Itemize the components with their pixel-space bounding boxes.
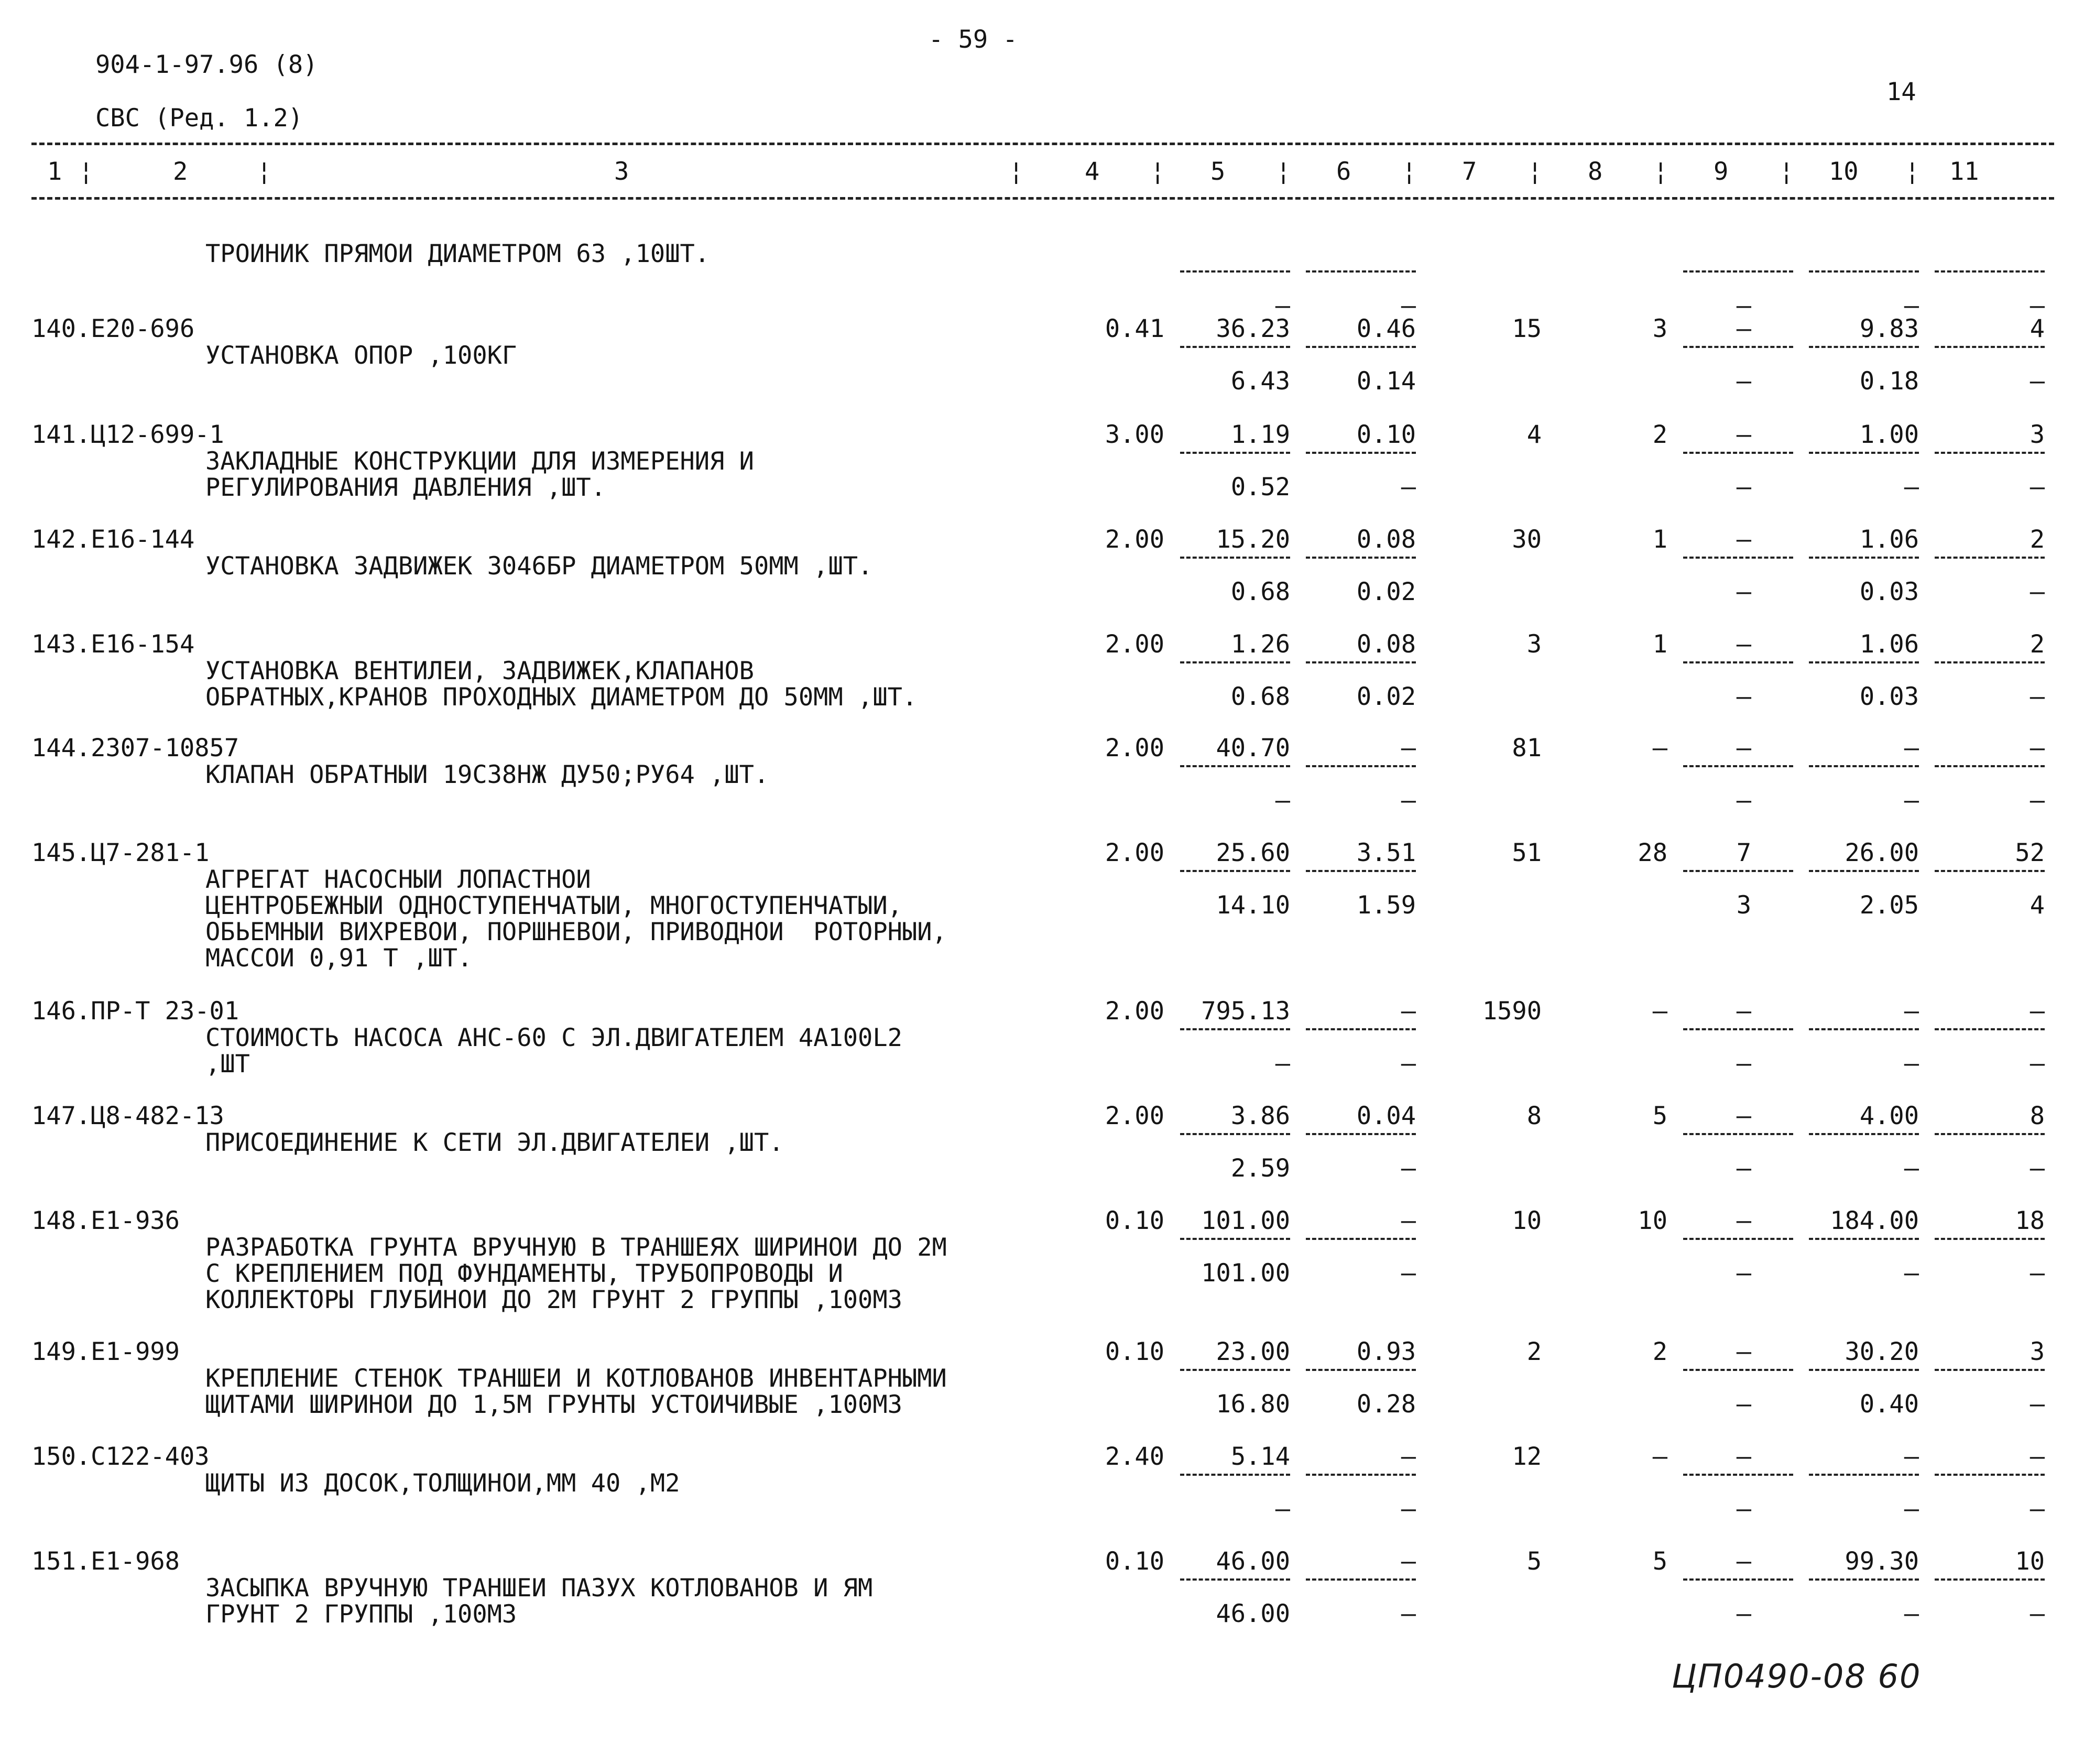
- value-c4: 2.40: [1105, 1442, 1164, 1471]
- value-c5-lower: –: [1275, 291, 1290, 320]
- value-c6-lower: –: [1401, 1495, 1416, 1523]
- value-c5-lower: 14.10: [1216, 891, 1290, 920]
- value-c11: 52: [2015, 839, 2045, 867]
- value-c6: –: [1401, 1206, 1416, 1235]
- value-c8: –: [1652, 997, 1667, 1026]
- item-code: 141.Ц12-699-1: [31, 420, 224, 449]
- item-code: 151.Е1-968: [31, 1547, 180, 1576]
- fraction-line: [1306, 1369, 1416, 1371]
- value-c10-lower: 0.03: [1859, 578, 1919, 606]
- value-c11-lower: –: [2030, 1599, 2045, 1628]
- fraction-line: [1809, 452, 1919, 454]
- fraction-line: [1180, 870, 1290, 872]
- value-c9: –: [1736, 1337, 1751, 1366]
- value-c8: –: [1652, 734, 1667, 763]
- value-c4: 2.00: [1105, 839, 1164, 867]
- fraction-line: [1180, 1578, 1290, 1581]
- column-separator: ¦: [257, 157, 272, 186]
- header-rule-bottom: [31, 197, 2054, 200]
- value-c7: 4: [1526, 420, 1542, 449]
- item-code: 146.ПР-Т 23-01: [31, 997, 239, 1026]
- value-c7: 1590: [1482, 997, 1542, 1026]
- column-separator: ¦: [1779, 157, 1794, 186]
- fraction-line: [1683, 1028, 1793, 1030]
- value-c9: –: [1736, 420, 1751, 449]
- value-c10-lower: –: [1904, 786, 1919, 815]
- value-c8: 2: [1652, 420, 1667, 449]
- value-c10-lower: –: [1904, 1495, 1919, 1523]
- value-c6-lower: 0.28: [1356, 1390, 1416, 1419]
- item-description: СТОИМОСТЬ НАСОСА АНС-60 С ЭЛ.ДВИГАТЕЛЕМ 4А100L2 ,ШТ: [205, 1023, 902, 1079]
- fraction-line: [1306, 557, 1416, 559]
- value-c11: 2: [2030, 525, 2045, 554]
- fraction-line: [1180, 1133, 1290, 1135]
- item-code: 149.Е1-999: [31, 1337, 180, 1366]
- fraction-line: [1683, 661, 1793, 663]
- value-c9: –: [1736, 525, 1751, 554]
- column-separator: ¦: [1402, 157, 1417, 186]
- fraction-line: [1683, 1474, 1793, 1476]
- value-c5-lower: 0.68: [1230, 578, 1290, 606]
- value-c5: 23.00: [1216, 1337, 1290, 1366]
- item-code: 145.Ц7-281-1: [31, 839, 210, 867]
- fraction-line: [1180, 1028, 1290, 1030]
- value-c6-lower: 0.02: [1356, 578, 1416, 606]
- value-c11: 18: [2015, 1206, 2045, 1235]
- value-c10: 26.00: [1845, 839, 1919, 867]
- value-c4: 0.10: [1105, 1547, 1164, 1576]
- value-c10-lower: –: [1904, 1259, 1919, 1288]
- value-c4: 0.41: [1105, 314, 1164, 343]
- value-c8: 5: [1652, 1547, 1667, 1576]
- fraction-line: [1306, 270, 1416, 273]
- item-code: 140.Е20-696: [31, 314, 195, 343]
- item-code: 143.Е16-154: [31, 630, 195, 659]
- item-description: УСТАНОВКА ЗАДВИЖЕК 3046БР ДИАМЕТРОМ 50ММ ,ШТ.: [205, 552, 873, 581]
- value-c5-lower: 101.00: [1201, 1259, 1290, 1288]
- value-c5-lower: 46.00: [1216, 1599, 1290, 1628]
- fraction-line: [1306, 1133, 1416, 1135]
- value-c10-lower: 0.18: [1859, 367, 1919, 396]
- value-c7: 15: [1512, 314, 1542, 343]
- value-c9-lower: –: [1736, 1495, 1751, 1523]
- header-rule-top: [31, 143, 2054, 145]
- value-c9-lower: 3: [1736, 891, 1751, 920]
- value-c8: 3: [1652, 314, 1667, 343]
- value-c9: –: [1736, 314, 1751, 343]
- value-c9: –: [1736, 734, 1751, 763]
- fraction-line: [1683, 1578, 1793, 1581]
- fraction-line: [1935, 1474, 2045, 1476]
- value-c10: –: [1904, 734, 1919, 763]
- value-c11-lower: –: [2030, 291, 2045, 320]
- item-code: 150.С122-403: [31, 1442, 210, 1471]
- value-c11-lower: –: [2030, 1049, 2045, 1078]
- value-c4: 2.00: [1105, 630, 1164, 659]
- value-c10: –: [1904, 997, 1919, 1026]
- value-c10-lower: –: [1904, 1049, 1919, 1078]
- value-c10: 1.06: [1859, 630, 1919, 659]
- value-c5-lower: 0.68: [1230, 682, 1290, 711]
- column-header-8: 8: [1588, 157, 1603, 186]
- fraction-line: [1306, 1238, 1416, 1240]
- value-c5: 15.20: [1216, 525, 1290, 554]
- value-c10: 9.83: [1859, 314, 1919, 343]
- column-header-4: 4: [1085, 157, 1100, 186]
- value-c10-lower: 0.03: [1859, 682, 1919, 711]
- value-c8: 10: [1638, 1206, 1667, 1235]
- value-c6-lower: 0.14: [1356, 367, 1416, 396]
- value-c6: 0.93: [1356, 1337, 1416, 1366]
- value-c5: 3.86: [1230, 1102, 1290, 1130]
- fraction-line: [1306, 661, 1416, 663]
- fraction-line: [1306, 1474, 1416, 1476]
- fraction-line: [1180, 765, 1290, 767]
- fraction-line: [1935, 1133, 2045, 1135]
- item-description: ЗАСЫПКА ВРУЧНУЮ ТРАНШЕИ ПАЗУХ КОТЛОВАНОВ И ЯМ ГРУНТ 2 ГРУППЫ ,100М3: [205, 1574, 873, 1629]
- value-c6-lower: –: [1401, 1259, 1416, 1288]
- value-c10-lower: –: [1904, 1599, 1919, 1628]
- value-c9-lower: –: [1736, 1154, 1751, 1183]
- value-c5: 46.00: [1216, 1547, 1290, 1576]
- fraction-line: [1683, 870, 1793, 872]
- value-c6: 0.08: [1356, 525, 1416, 554]
- fraction-line: [1683, 1238, 1793, 1240]
- value-c6: 3.51: [1356, 839, 1416, 867]
- value-c11-lower: –: [2030, 1495, 2045, 1523]
- program-version: СВС (Ред. 1.2): [95, 104, 303, 133]
- value-c10-lower: 2.05: [1859, 891, 1919, 920]
- fraction-line: [1935, 1028, 2045, 1030]
- value-c11-lower: –: [2030, 1259, 2045, 1288]
- item-description: АГРЕГАТ НАСОСНЫИ ЛОПАСТНОИ ЦЕНТРОБЕЖНЫИ ОДНОСТУПЕНЧАТЫИ, МНОГОСТУПЕНЧАТЫИ, ОБЬЕМНЫИ ВИХРЕВОИ, ПОРШНЕВОИ, ПРИВОДНОИ РОТОРНЫИ, МАССОИ 0,91 Т ,ШТ.: [205, 865, 947, 973]
- fraction-line: [1683, 452, 1793, 454]
- value-c6: –: [1401, 1547, 1416, 1576]
- value-c6: 0.04: [1356, 1102, 1416, 1130]
- fraction-line: [1683, 765, 1793, 767]
- fraction-line: [1306, 765, 1416, 767]
- value-c6-lower: –: [1401, 1049, 1416, 1078]
- value-c9: –: [1736, 997, 1751, 1026]
- value-c11-lower: –: [2030, 367, 2045, 396]
- value-c9-lower: –: [1736, 786, 1751, 815]
- value-c5-lower: –: [1275, 786, 1290, 815]
- value-c6-lower: –: [1401, 1599, 1416, 1628]
- column-header-1: 1: [47, 157, 62, 186]
- value-c11: –: [2030, 1442, 2045, 1471]
- value-c11: –: [2030, 997, 2045, 1026]
- fraction-line: [1809, 870, 1919, 872]
- value-c7: 51: [1512, 839, 1542, 867]
- value-c5: 795.13: [1201, 997, 1290, 1026]
- fraction-line: [1180, 1474, 1290, 1476]
- value-c4: 2.00: [1105, 997, 1164, 1026]
- value-c6-lower: –: [1401, 473, 1416, 502]
- value-c8: 1: [1652, 525, 1667, 554]
- column-header-10: 10: [1829, 157, 1859, 186]
- value-c6: 0.08: [1356, 630, 1416, 659]
- page-number: - 59 -: [929, 25, 1018, 54]
- value-c11-lower: –: [2030, 682, 2045, 711]
- value-c7: 3: [1526, 630, 1542, 659]
- column-separator: ¦: [1276, 157, 1291, 186]
- item-description: УСТАНОВКА ОПОР ,100КГ: [205, 341, 517, 370]
- value-c6: 0.46: [1356, 314, 1416, 343]
- column-header-2: 2: [173, 157, 188, 186]
- value-c5: 36.23: [1216, 314, 1290, 343]
- fraction-line: [1935, 1369, 2045, 1371]
- value-c9: –: [1736, 1442, 1751, 1471]
- value-c6-lower: 0.02: [1356, 682, 1416, 711]
- value-c4: 0.10: [1105, 1206, 1164, 1235]
- value-c7: 8: [1526, 1102, 1542, 1130]
- value-c9: 7: [1736, 839, 1751, 867]
- column-header-3: 3: [614, 157, 629, 186]
- value-c9: –: [1736, 1206, 1751, 1235]
- fraction-line: [1935, 346, 2045, 348]
- value-c11-lower: 4: [2030, 891, 2045, 920]
- value-c4: 2.00: [1105, 734, 1164, 763]
- value-c5-lower: 0.52: [1230, 473, 1290, 502]
- fraction-line: [1809, 1133, 1919, 1135]
- fraction-line: [1935, 1578, 2045, 1581]
- value-c7: 2: [1526, 1337, 1542, 1366]
- value-c10: 30.20: [1845, 1337, 1919, 1366]
- value-c6-lower: –: [1401, 1154, 1416, 1183]
- item-description: КРЕПЛЕНИЕ СТЕНОК ТРАНШЕИ И КОТЛОВАНОВ ИНВЕНТАРНЫМИ ЩИТАМИ ШИРИНОИ ДО 1,5М ГРУНТЫ УСТОИЧИВЫЕ ,100М3: [205, 1364, 947, 1419]
- value-c10: 184.00: [1830, 1206, 1919, 1235]
- fraction-line: [1809, 1369, 1919, 1371]
- column-header-11: 11: [1949, 157, 1979, 186]
- value-c9: –: [1736, 1102, 1751, 1130]
- value-c6-lower: –: [1401, 786, 1416, 815]
- value-c6: 0.10: [1356, 420, 1416, 449]
- fraction-line: [1683, 1369, 1793, 1371]
- item-code: 144.2307-10857: [31, 734, 239, 763]
- value-c11: –: [2030, 734, 2045, 763]
- fraction-line: [1935, 1238, 2045, 1240]
- value-c6: –: [1401, 1442, 1416, 1471]
- fraction-line: [1809, 346, 1919, 348]
- value-c9-lower: –: [1736, 1390, 1751, 1419]
- value-c11: 3: [2030, 420, 2045, 449]
- fraction-line: [1180, 1238, 1290, 1240]
- value-c5-lower: 2.59: [1230, 1154, 1290, 1183]
- fraction-line: [1809, 1028, 1919, 1030]
- fraction-line: [1180, 452, 1290, 454]
- value-c10: 4.00: [1859, 1102, 1919, 1130]
- fraction-line: [1683, 270, 1793, 273]
- value-c8: 2: [1652, 1337, 1667, 1366]
- value-c11: 3: [2030, 1337, 2045, 1366]
- value-c9-lower: –: [1736, 1599, 1751, 1628]
- value-c10: –: [1904, 1442, 1919, 1471]
- sheet-number: 14: [1886, 78, 1916, 106]
- value-c10-lower: 0.40: [1859, 1390, 1919, 1419]
- fraction-line: [1683, 1133, 1793, 1135]
- item-code: 142.Е16-144: [31, 525, 195, 554]
- value-c9-lower: –: [1736, 473, 1751, 502]
- column-header-7: 7: [1462, 157, 1477, 186]
- item-description: ЩИТЫ ИЗ ДОСОК,ТОЛЩИНОИ,ММ 40 ,М2: [205, 1469, 680, 1498]
- value-c5: 101.00: [1201, 1206, 1290, 1235]
- value-c5: 1.19: [1230, 420, 1290, 449]
- fraction-line: [1935, 452, 2045, 454]
- document-code: 904-1-97.96 (8): [95, 50, 318, 79]
- value-c5: 1.26: [1230, 630, 1290, 659]
- fraction-line: [1306, 870, 1416, 872]
- item-description: РАЗРАБОТКА ГРУНТА ВРУЧНУЮ В ТРАНШЕЯХ ШИРИНОИ ДО 2М С КРЕПЛЕНИЕМ ПОД ФУНДАМЕНТЫ, ТРУБОПРОВОДЫ И КОЛЛЕКТОРЫ ГЛУБИНОИ ДО 2М ГРУНТ 2 ГРУППЫ ,100М3: [205, 1233, 947, 1314]
- item-code: 148.Е1-936: [31, 1206, 180, 1235]
- value-c7: 81: [1512, 734, 1542, 763]
- value-c5: 40.70: [1216, 734, 1290, 763]
- fraction-line: [1935, 557, 2045, 559]
- value-c11-lower: –: [2030, 1390, 2045, 1419]
- fraction-line: [1180, 557, 1290, 559]
- fraction-line: [1809, 661, 1919, 663]
- value-c10-lower: –: [1904, 1154, 1919, 1183]
- item-description: ПРИСОЕДИНЕНИЕ К СЕТИ ЭЛ.ДВИГАТЕЛЕИ ,ШТ.: [205, 1128, 784, 1157]
- fraction-line: [1935, 661, 2045, 663]
- column-header-9: 9: [1714, 157, 1729, 186]
- fraction-line: [1180, 270, 1290, 273]
- column-separator: ¦: [1528, 157, 1543, 186]
- value-c9-lower: –: [1736, 682, 1751, 711]
- column-separator: ¦: [1009, 157, 1024, 186]
- value-c8: –: [1652, 1442, 1667, 1471]
- value-c7: 30: [1512, 525, 1542, 554]
- value-c5: 25.60: [1216, 839, 1290, 867]
- value-c5-lower: 16.80: [1216, 1390, 1290, 1419]
- fraction-line: [1935, 870, 2045, 872]
- fraction-line: [1180, 1369, 1290, 1371]
- value-c10: 1.06: [1859, 525, 1919, 554]
- value-c9: –: [1736, 630, 1751, 659]
- fraction-line: [1809, 1578, 1919, 1581]
- column-separator: ¦: [1905, 157, 1920, 186]
- value-c5: 5.14: [1230, 1442, 1290, 1471]
- value-c4: 3.00: [1105, 420, 1164, 449]
- value-c8: 1: [1652, 630, 1667, 659]
- fraction-line: [1180, 661, 1290, 663]
- value-c7: 10: [1512, 1206, 1542, 1235]
- value-c8: 28: [1638, 839, 1667, 867]
- value-c11-lower: –: [2030, 578, 2045, 606]
- value-c6-lower: 1.59: [1356, 891, 1416, 920]
- value-c10-lower: –: [1904, 473, 1919, 502]
- value-c6: –: [1401, 997, 1416, 1026]
- fraction-line: [1809, 270, 1919, 273]
- column-separator: ¦: [1653, 157, 1668, 186]
- fraction-line: [1935, 765, 2045, 767]
- fraction-line: [1809, 557, 1919, 559]
- value-c11: 4: [2030, 314, 2045, 343]
- value-c9: –: [1736, 1547, 1751, 1576]
- value-c9-lower: –: [1736, 291, 1751, 320]
- fraction-line: [1935, 270, 2045, 273]
- value-c5-lower: –: [1275, 1049, 1290, 1078]
- value-c11: 8: [2030, 1102, 2045, 1130]
- fraction-line: [1683, 557, 1793, 559]
- value-c9-lower: –: [1736, 1259, 1751, 1288]
- value-c9-lower: –: [1736, 1049, 1751, 1078]
- value-c4: 2.00: [1105, 525, 1164, 554]
- value-c6-lower: –: [1401, 291, 1416, 320]
- fraction-line: [1809, 1238, 1919, 1240]
- fraction-line: [1306, 346, 1416, 348]
- item-description: КЛАПАН ОБРАТНЫИ 19С38НЖ ДУ50;РУ64 ,ШТ.: [205, 760, 769, 789]
- value-c11-lower: –: [2030, 1154, 2045, 1183]
- fraction-line: [1306, 1578, 1416, 1581]
- fraction-line: [1809, 765, 1919, 767]
- fraction-line: [1809, 1474, 1919, 1476]
- value-c4: 0.10: [1105, 1337, 1164, 1366]
- value-c11-lower: –: [2030, 473, 2045, 502]
- item-code: 147.Ц8-482-13: [31, 1102, 224, 1130]
- column-header-6: 6: [1336, 157, 1351, 186]
- handwritten-stamp: ЦП0490-08 60: [1672, 1657, 1922, 1695]
- value-c10: 99.30: [1845, 1547, 1919, 1576]
- value-c11: 2: [2030, 630, 2045, 659]
- value-c9-lower: –: [1736, 367, 1751, 396]
- column-separator: ¦: [1150, 157, 1165, 186]
- value-c10-lower: –: [1904, 291, 1919, 320]
- fraction-line: [1306, 452, 1416, 454]
- value-c4: 2.00: [1105, 1102, 1164, 1130]
- fraction-line: [1683, 346, 1793, 348]
- item-description: ЗАКЛАДНЫЕ КОНСТРУКЦИИ ДЛЯ ИЗМЕРЕНИЯ И РЕГУЛИРОВАНИЯ ДАВЛЕНИЯ ,ШТ.: [205, 447, 754, 502]
- value-c11-lower: –: [2030, 786, 2045, 815]
- item-description: УСТАНОВКА ВЕНТИЛЕИ, ЗАДВИЖЕК,КЛАПАНОВ ОБРАТНЫХ,КРАНОВ ПРОХОДНЫХ ДИАМЕТРОМ ДО 50ММ ,ШТ.: [205, 657, 918, 712]
- value-c8: 5: [1652, 1102, 1667, 1130]
- fraction-line: [1306, 1028, 1416, 1030]
- item-description: ТРОИНИК ПРЯМОИ ДИАМЕТРОМ 63 ,10ШТ.: [205, 239, 710, 268]
- fraction-line: [1180, 346, 1290, 348]
- value-c7: 12: [1512, 1442, 1542, 1471]
- value-c5-lower: 6.43: [1230, 367, 1290, 396]
- value-c10: 1.00: [1859, 420, 1919, 449]
- value-c5-lower: –: [1275, 1495, 1290, 1523]
- value-c7: 5: [1526, 1547, 1542, 1576]
- value-c11: 10: [2015, 1547, 2045, 1576]
- column-header-5: 5: [1210, 157, 1226, 186]
- value-c9-lower: –: [1736, 578, 1751, 606]
- value-c6: –: [1401, 734, 1416, 763]
- column-separator: ¦: [79, 157, 94, 186]
